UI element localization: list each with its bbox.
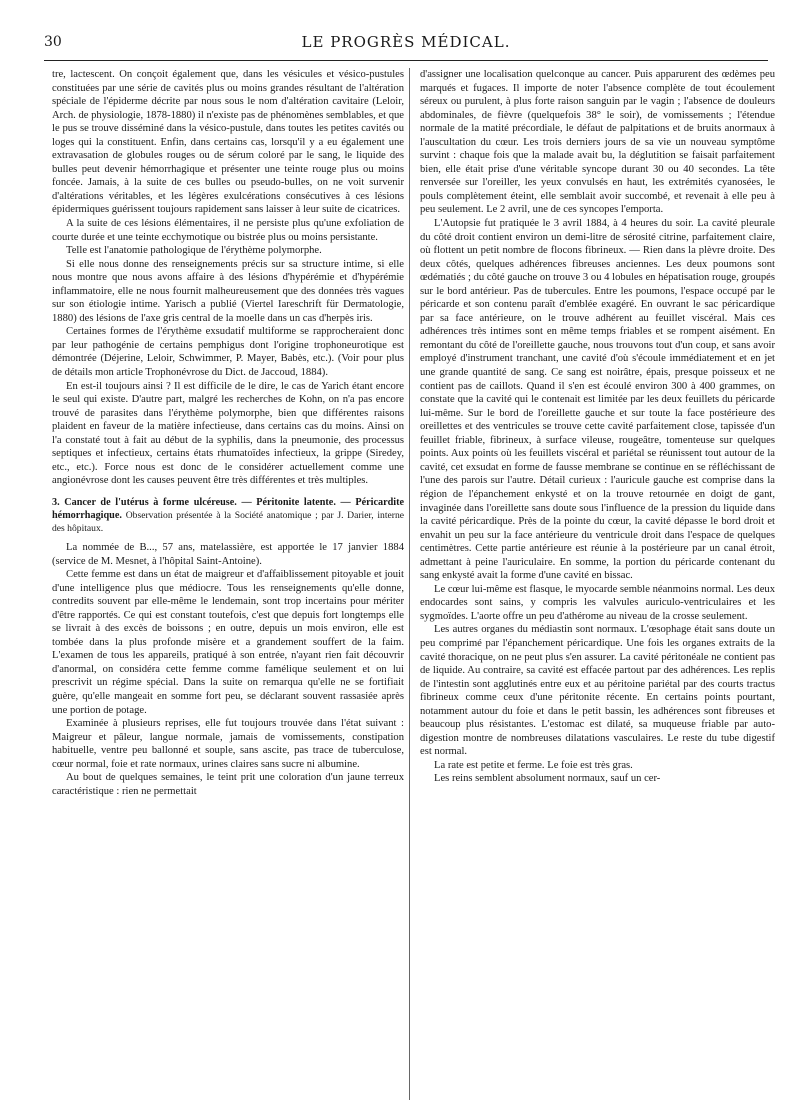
case-heading [52, 496, 404, 535]
paragraph: Les autres organes du médiastin sont normaux. L'œsophage était sans doute un peu comprimé par l'épanchement péricardique. Une fois les organes extraits de la cavité thoracique, on ne peut plus s'en assurer. La cavité péritonéale ne contient pas de liquide. Au contraire, sa cavité est effacée partout par des adhérences. Les replis de l'intestin sont agglutinés entre eux et au péritoine pariétal par des courts tractus fibrineux comme ceux d'une péritonite récente. En certains points pourtant, notamment autour du foie et dans le petit bassin, les adhérences sont fibreuses et beaucoup plus résistantes. L'estomac est dilaté, sa muqueuse friable par auto-digestion montre de nombreuses dilatations vasculaires. Le reste du tube digestif est normal. [420, 624, 775, 758]
paragraph: tre, lactescent. On conçoit également que, dans les vésicules et vésico-pustules constituées par une série de cavités plus ou moins grandes résultant de l'altération spéciale de l'épiderme décrite par nous sous le nom d'altération cavitaire (Leloir, Arch. de physiologie, 1878-1880) il n'existe pas de phénomènes semblables, et que le pus se trouve disséminé dans la vésico-pustule, dans toutes les petites cavités ou loges qui la constituent. Enfin, dans certains cas, lorsqu'il y a eu également une extravasation de globules rouges ou de sérum coloré par le sang, le liquide des bulles peut devenir hémorrhagique et présenter une teinte rouge plus ou moins foncée. Jamais, à la suite de ces bulles ou pseudo-bulles, on ne voit survenir d'altérations véritables, et les légères exulcérations consécutives à ces lésions épidermiques guérissent toujours rapidement sans laisser à leur suite de cicatrices. [52, 69, 405, 216]
case-subtitle: Observation présentée à la Société anatomique ; par J. Darier, interne des hôpitaux. [52, 509, 405, 534]
paragraph: Si elle nous donne des renseignements précis sur sa structure intime, si elle nous montre que nous avons affaire à des lésions d'hypérémie et d'hypérémie inflammatoire, elle ne nous fournit malheureusement que des données très vagues sur son étiologie intime. Yarisch a publié (Viertel Iareschrift für Dermatologie, 1880) des lésions de l'axe gris central de la moelle dans un cas d'herpès iris. [52, 258, 404, 324]
paragraph: d'assigner une localisation quelconque au cancer. Puis apparurent des œdèmes peu marqués et fugaces. Il importe de noter l'absence complète de tout écoulement séreux ou purulent, à plus forte raison sanguin par le vagin ; l'absence de douleurs abdominales, de fièvre (quelquefois 38° le soir), de vomissements ; l'étendue normale de la matité précordiale, le défaut de palpitations et de bruits anormaux à l'auscultation du cœur. Les trois derniers jours de sa vie un nouveau symptôme survint : chaque fois que la malade avait bu, la déglutition se faisait parfaitement bien, elle était prise d'une véritable syncope durant 30 ou 40 secondes. La tête renversée sur l'oreiller, les yeux convulsés en haut, les extrémités cyanosées, le pouls complètement éteint, elle semblait avoir succombé, et revenait à elle peu à peu seulement. Le 2 avril, une de ces syncopes l'emporta. [420, 69, 775, 216]
paragraph: La rate est petite et ferme. Le foie est très gras. [434, 759, 633, 771]
case-title: 3. Cancer de l'utérus à forme ulcéreuse. — Péritonite latente. — Péricardite hémorrhagique. [52, 496, 404, 521]
paragraph: Telle est l'anatomie pathologique de l'érythème polymorphe. [66, 245, 322, 257]
paragraph: Examinée à plusieurs reprises, elle fut toujours trouvée dans l'état suivant : Maigreur et pâleur, langue normale, jamais de vomissements, constipation habituelle, ventre peu ballonné et souple, sans ascite, pas trace de tuberculose, cœur normal, foie et rate normaux, urines claires sans sucre ni albumine. [52, 718, 404, 770]
left-column [52, 68, 404, 798]
paragraph: En est-il toujours ainsi ? Il est difficile de le dire, le cas de Yarich étant encore le seul qui existe. D'autre part, malgré les recherches de Kohn, on n'a pas encore trouvé de parasites dans l'érythème polymorphe, bien que différentes raisons plaident en faveur de la matière infectieuse, dans certains cas du moins. Ainsi on l'a constaté tout à fait au début de la syphilis, dans la pneumonie, des processus septiques et infectieux, certains états rhumatoïdes infectieux, la grippe (Siredey, etc., etc.). Force nous est donc de le considérer actuellement comme une angionévrose dont les causes peuvent être très différentes et très multiples. [52, 380, 404, 487]
paragraph: Au bout de quelques semaines, le teint prit une coloration d'un jaune terreux caractéristique : rien ne permettait [52, 772, 404, 797]
page-number: 30 [44, 34, 62, 50]
paragraph: Cette femme est dans un état de maigreur et d'affaiblissement pitoyable et jouit d'une intelligence plus que médiocre. Tous les renseignements qu'elle donne, contredits souvent par elle-même le lendemain, sont trop incertains pour mériter d'être rapportés. Ce qui est constant toutefois, c'est que depuis fort longtemps elle se livrait à des excès de boissons ; en outre, depuis un mois environ, elle est tombée dans la plus profonde misère et a grandement souffert de la faim. L'examen de tous les appareils, pratiqué à son entrée, n'ayant rien fait découvrir d'anormal, on considéra cette femme comme famélique seulement et on lui prescrivit un régime spécial. Dans la suite on remarqua qu'elle ne se fortifiait guère, qu'elle mangeait en somme fort peu, se déclarant souvent rassasiée après une portion de potage. [52, 569, 404, 716]
journal-title: LE PROGRÈS MÉDICAL. [301, 33, 511, 51]
paragraph: La nommée de B..., 57 ans, matelassière, est apportée le 17 janvier 1884 (service de M. Mesnet, à l'hôpital Saint-Antoine). [52, 541, 404, 567]
paragraph: Certaines formes de l'érythème exsudatif multiforme se rapprocheraient donc par leur pathogénie de certains pemphigus dont l'origine trophoneurotique est démontrée (Déjerine, Leloir, Schwimmer, P. Mayer, Babès, etc.). (Voir pour plus de détails mon article Trophonévrose du Dict. de Jaccoud, 1884). [52, 326, 404, 379]
paragraph: Le cœur lui-même est flasque, le myocarde semble néanmoins normal. Les deux endocardes sont sains, y compris les valvules auriculo-ventriculaires et les sygmoïdes. L'aorte offre un peu d'athérome au niveau de la crosse seulement. [420, 583, 775, 622]
paragraph: A la suite de ces lésions élémentaires, il ne persiste plus qu'une exfoliation de courte durée et une teinte ecchymotique ou bistrée plus ou moins persistante. [52, 218, 404, 243]
page-header [44, 30, 768, 61]
right-column [420, 68, 775, 786]
column-rule [409, 68, 410, 1100]
paragraph: Les reins semblent absolument normaux, sauf un cer- [434, 773, 661, 785]
paragraph: L'Autopsie fut pratiquée le 3 avril 1884, à 4 heures du soir. La cavité pleurale du côté droit contient environ un demi-litre de sérosité citrine, parfaitement claire, où flottent un petit nombre de flocons fibrineux. — Rien dans la plèvre droite. Des deux côtés, quelques adhérences fibreuses anciennes. Les deux poumons sont œdématiés ; du côté gauche on trouve 3 ou 4 lobules en hépatisation rouge, groupés sur le bord antérieur. Pas de tubercules. Entre les poumons, l'espace occupé par le péricarde et son contenu paraît d'emblée exagéré. En ouvrant le sac péricardique par sa face antérieure, on le trouve adhérent au feuillet viscéral. Mais ces adhérences très intimes sont en même temps friables et se rompent aisément. En remontant du côté de l'oreillette gauche, nous trouvons tout d'un coup, et sans avoir employé d'instrument tranchant, une cavité d'où s'écoule immédiatement et en jet une grande quantité de sang. Ce sang est noirâtre, épais, presque poisseux et ne contient pas de caillots. Quand il s'en est écoulé environ 300 à 400 grammes, on constate que la cavité qui le contenait est limitée par les deux feuillets du péricarde lui-même. Sur le bord de l'oreillette gauche et sur toute la face postérieure des oreillettes et des ventricules se trouve cette cavité parfaitement close, tapissée d'un feuillet friable, fibrineux, à surface vileuse, rougeâtre, tomenteuse sur quelques points. Aux points où les feuillets viscéral et pariétal se réunissent tout autour de la cavité, cet exsudat en forme de fausse membrane se continue en se réfléchissant de l'une des parois sur l'autre. Détail curieux : l'auricule gauche est comprise dans la région de l'épanchement enkysté et on la trouve retournée en doigt de gant, invaginée dans l'oreillette sans doute sous l'influence de la pression du liquide dans la cavité péricardique. Près de la pointe du cœur, la cavité dépasse le bord droit et envahit un peu sur la face antérieure du ventricule droit dans l'espace de quelques centimètres. Cette partie antérieure est réunie à la postérieure par un canal étroit, admettant à peine l'auriculaire. En somme, la portion du péricarde contenant du sang enkysté avait la forme d'une cavité en bissac. [420, 218, 775, 582]
